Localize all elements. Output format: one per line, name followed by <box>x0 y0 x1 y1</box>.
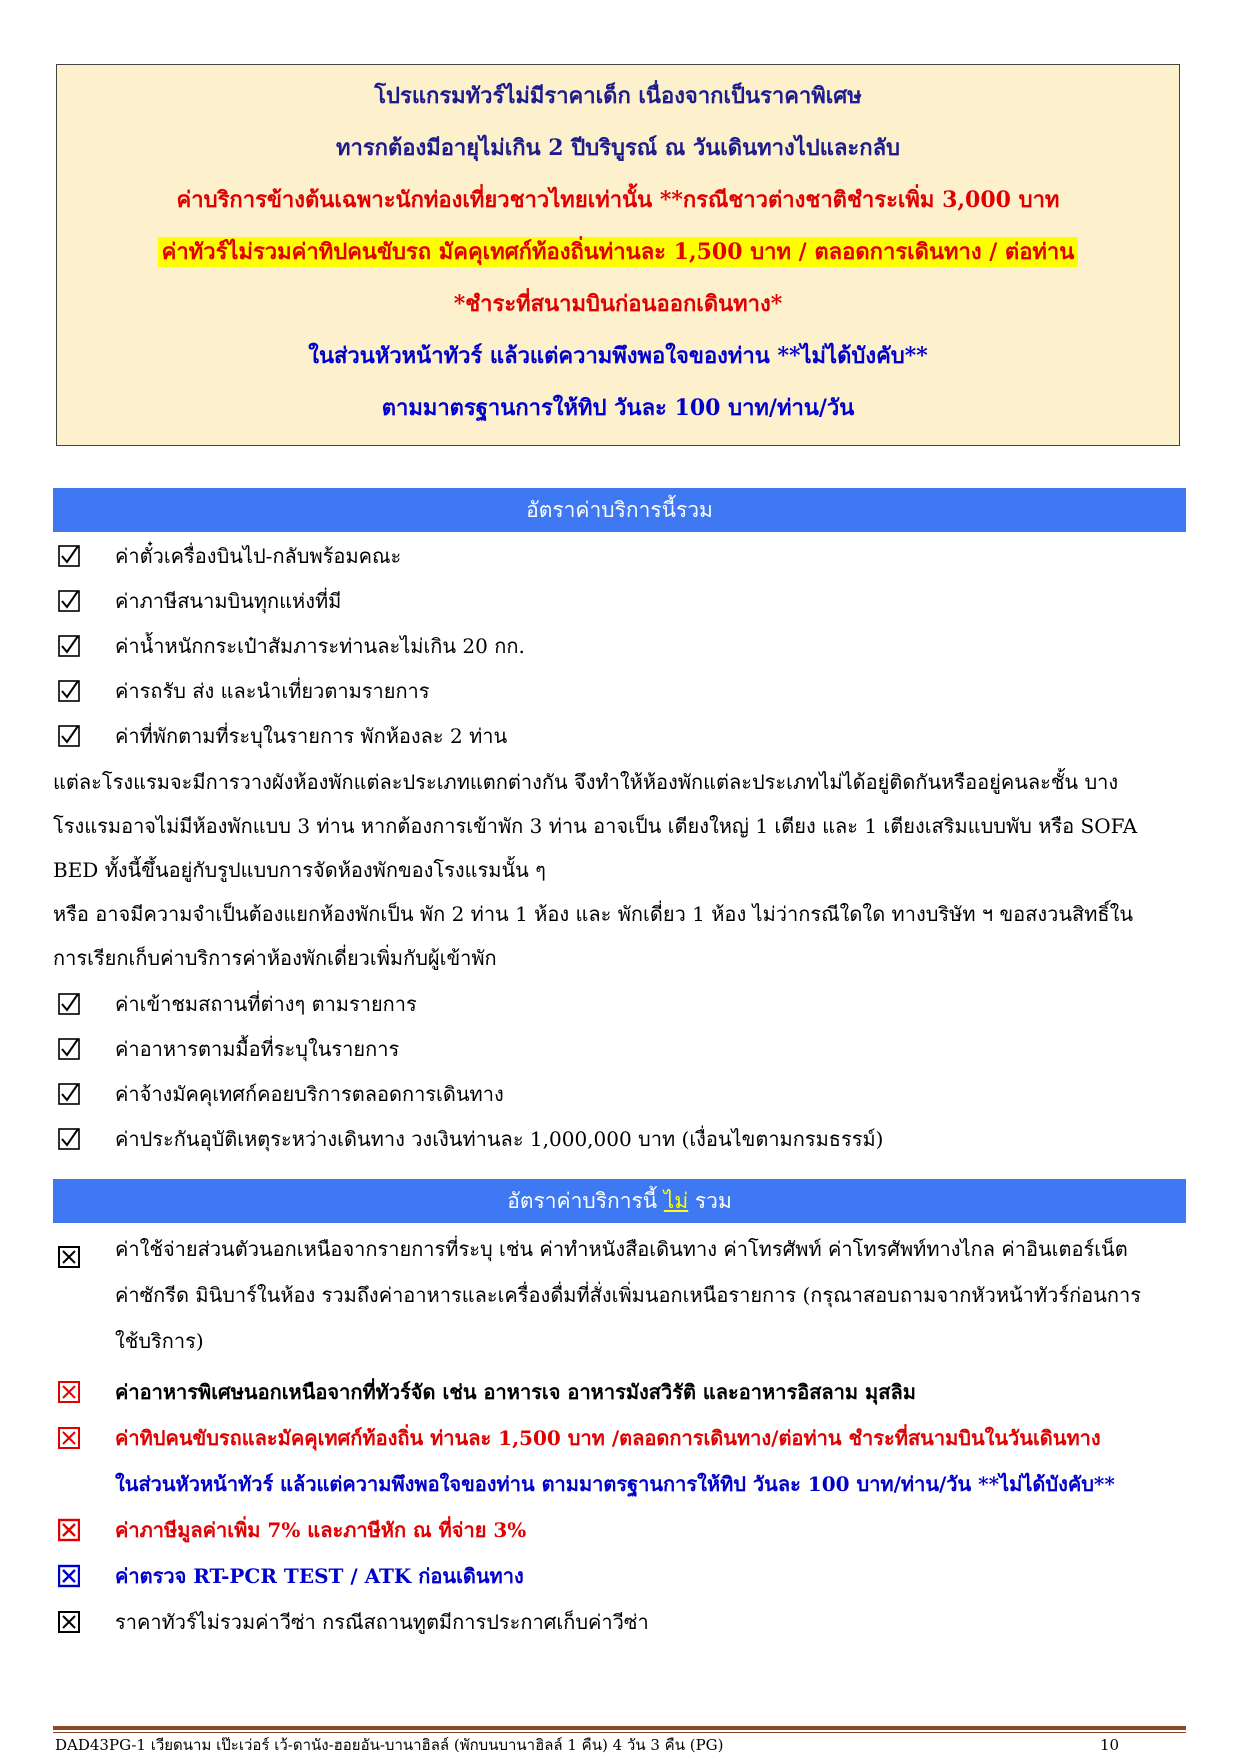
checkbox-checked-icon <box>58 677 80 705</box>
included-item-text: ค่าน้ำหนักกระเป๋าสัมภาระท่านละไม่เกิน 20 กก. <box>115 634 525 658</box>
notice-line-2: ทารกต้องมีอายุไม่เกิน 2 ปีบริบูรณ์ ณ วันเดินทางไปและกลับ <box>335 135 901 161</box>
excluded-item-text: ค่าทิปคนขับรถและมัคคุเทศก์ท้องถิ่น ท่านละ 1,500 บาท /ตลอดการเดินทาง/ต่อท่าน ชำระที่สนามบินในวันเดินทาง <box>115 1426 1101 1450</box>
room-note-line: แต่ละโรงแรมจะมีการวางผังห้องพักแต่ละประเภทแตกต่างกัน จึงทำให้ห้องพักแต่ละประเภทไม่ได้อยู่ติดกันหรืออยู่คนละชั้น บาง <box>53 770 1119 794</box>
room-note <box>53 760 1186 980</box>
excluded-item-line: ค่าซักรีด มินิบาร์ในห้อง รวมถึงค่าอาหารและเครื่องดื่มที่สั่งเพิ่มนอกเหนือรายการ (กรุณาสอบถามจากหัวหน้าทัวร์ก่อนการ <box>115 1283 1141 1307</box>
excluded-header-part: อัตราค่าบริการนี้ <box>507 1189 664 1213</box>
notice-line-5: *ชำระที่สนามบินก่อนออกเดินทาง* <box>453 291 783 317</box>
footer-text: DAD43PG-1 เวียดนาม เป๊ะเว่อร์ เว้-ดานัง-ฮอยอัน-บานาฮิลล์ (พักบนบานาฮิลล์ 1 คืน) 4 วัน 3 คืน (PG) <box>55 1736 724 1754</box>
checkbox-checked-icon <box>58 587 80 615</box>
checkbox-x-icon <box>58 1243 80 1271</box>
room-note-line: หรือ อาจมีความจำเป็นต้องแยกห้องพักเป็น พัก 2 ท่าน 1 ห้อง และ พักเดี่ยว 1 ห้อง ไม่ว่ากรณีใดใด ทางบริษัท ฯ ขอสงวนสิทธิ์ใน <box>53 902 1134 926</box>
footer-divider <box>53 1726 1186 1730</box>
footer-divider-thin <box>53 1732 1186 1733</box>
room-note-line: การเรียกเก็บค่าบริการค่าห้องพักเดี่ยวเพิ่มกับผู้เข้าพัก <box>53 946 497 970</box>
checkbox-checked-icon <box>58 1125 80 1153</box>
excluded-header-not: ไม่ <box>663 1189 689 1213</box>
page-number: 10 <box>1100 1736 1120 1754</box>
room-note-line: โรงแรมอาจไม่มีห้องพักแบบ 3 ท่าน หากต้องการเข้าพัก 3 ท่าน อาจเป็น เตียงใหญ่ 1 เตียง และ 1 เตียงเสริมแบบพับ หรือ SOFA <box>53 814 1138 838</box>
included-item-text: ค่าอาหารตามมื้อที่ระบุในรายการ <box>115 1037 400 1061</box>
notice-line-1: โปรแกรมทัวร์ไม่มีราคาเด็ก เนื่องจากเป็นราคาพิเศษ <box>374 83 862 109</box>
excluded-item-text: ค่าภาษีมูลค่าเพิ่ม 7% และภาษีหัก ณ ที่จ่าย 3% <box>115 1518 527 1542</box>
included-item-text: ค่าตั๋วเครื่องบินไป-กลับพร้อมคณะ <box>115 544 402 568</box>
excluded-item-text: ค่าอาหารพิเศษนอกเหนือจากที่ทัวร์จัด เช่น อาหารเจ อาหารมังสวิรัติ และอาหารอิสลาม มุสลิม <box>115 1380 916 1404</box>
checkbox-x-icon <box>58 1424 80 1452</box>
checkbox-x-icon <box>58 1608 80 1636</box>
checkbox-checked-icon <box>58 1080 80 1108</box>
checkbox-checked-icon <box>58 632 80 660</box>
notice-line-7: ตามมาตรฐานการให้ทิป วันละ 100 บาท/ท่าน/วัน <box>381 395 855 421</box>
excluded-item-text: ราคาทัวร์ไม่รวมค่าวีซ่า กรณีสถานทูตมีการประกาศเก็บค่าวีซ่า <box>115 1610 649 1634</box>
notice-box <box>56 64 1180 446</box>
checkbox-x-icon <box>58 1516 80 1544</box>
included-item-text: ค่าที่พักตามที่ระบุในรายการ พักห้องละ 2 ท่าน <box>115 724 508 748</box>
checkbox-checked-icon <box>58 1035 80 1063</box>
checkbox-x-icon <box>58 1378 80 1406</box>
checkbox-x-icon <box>58 1562 80 1590</box>
checkbox-checked-icon <box>58 542 80 570</box>
included-item-text: ค่ารถรับ ส่ง และนำเที่ยวตามรายการ <box>115 679 430 703</box>
checkbox-checked-icon <box>58 722 80 750</box>
included-item-text: ค่าจ้างมัคคุเทศก์คอยบริการตลอดการเดินทาง <box>115 1082 504 1106</box>
included-item-text: ค่าประกันอุบัติเหตุระหว่างเดินทาง วงเงินท่านละ 1,000,000 บาท (เงื่อนไขตามกรมธรรม์) <box>115 1127 884 1151</box>
excluded-item-line: ใช้บริการ) <box>115 1329 204 1353</box>
notice-line-3: ค่าบริการข้างต้นเฉพาะนักท่องเที่ยวชาวไทยเท่านั้น **กรณีชาวต่างชาติชำระเพิ่ม 3,000 บาท <box>176 187 1060 213</box>
excluded-header <box>53 1179 1186 1223</box>
excluded-item-line: ค่าใช้จ่ายส่วนตัวนอกเหนือจากรายการที่ระบุ เช่น ค่าทำหนังสือเดินทาง ค่าโทรศัพท์ ค่าโทรศัพท์ทางไกล ค่าอินเตอร์เน็ต <box>115 1237 1128 1261</box>
included-header: อัตราค่าบริการนี้รวม <box>53 488 1186 532</box>
notice-line-4-highlight: ค่าทัวร์ไม่รวมค่าทิปคนขับรถ มัคคุเทศก์ท้องถิ่นท่านละ 1,500 บาท / ตลอดการเดินทาง / ต่อท่าน <box>158 237 1079 267</box>
excluded-header-part: รวม <box>688 1189 732 1213</box>
excluded-item-text: ค่าตรวจ RT-PCR TEST / ATK ก่อนเดินทาง <box>115 1564 524 1588</box>
excluded-item-text <box>115 1226 1201 1364</box>
checkbox-checked-icon <box>58 990 80 1018</box>
included-item-text: ค่าภาษีสนามบินทุกแห่งที่มี <box>115 589 342 613</box>
notice-line-6: ในส่วนหัวหน้าทัวร์ แล้วแต่ความพึงพอใจของท่าน **ไม่ได้บังคับ** <box>308 343 928 369</box>
excluded-item-text: ในส่วนหัวหน้าทัวร์ แล้วแต่ความพึงพอใจของท่าน ตามมาตรฐานการให้ทิป วันละ 100 บาท/ท่าน/วัน **ไม่ได้บังคับ** <box>115 1472 1115 1496</box>
included-item-text: ค่าเข้าชมสถานที่ต่างๆ ตามรายการ <box>115 992 417 1016</box>
room-note-line: BED ทั้งนี้ขึ้นอยู่กับรูปแบบการจัดห้องพักของโรงแรมนั้น ๆ <box>53 858 546 882</box>
notice-line-4 <box>57 237 1179 267</box>
